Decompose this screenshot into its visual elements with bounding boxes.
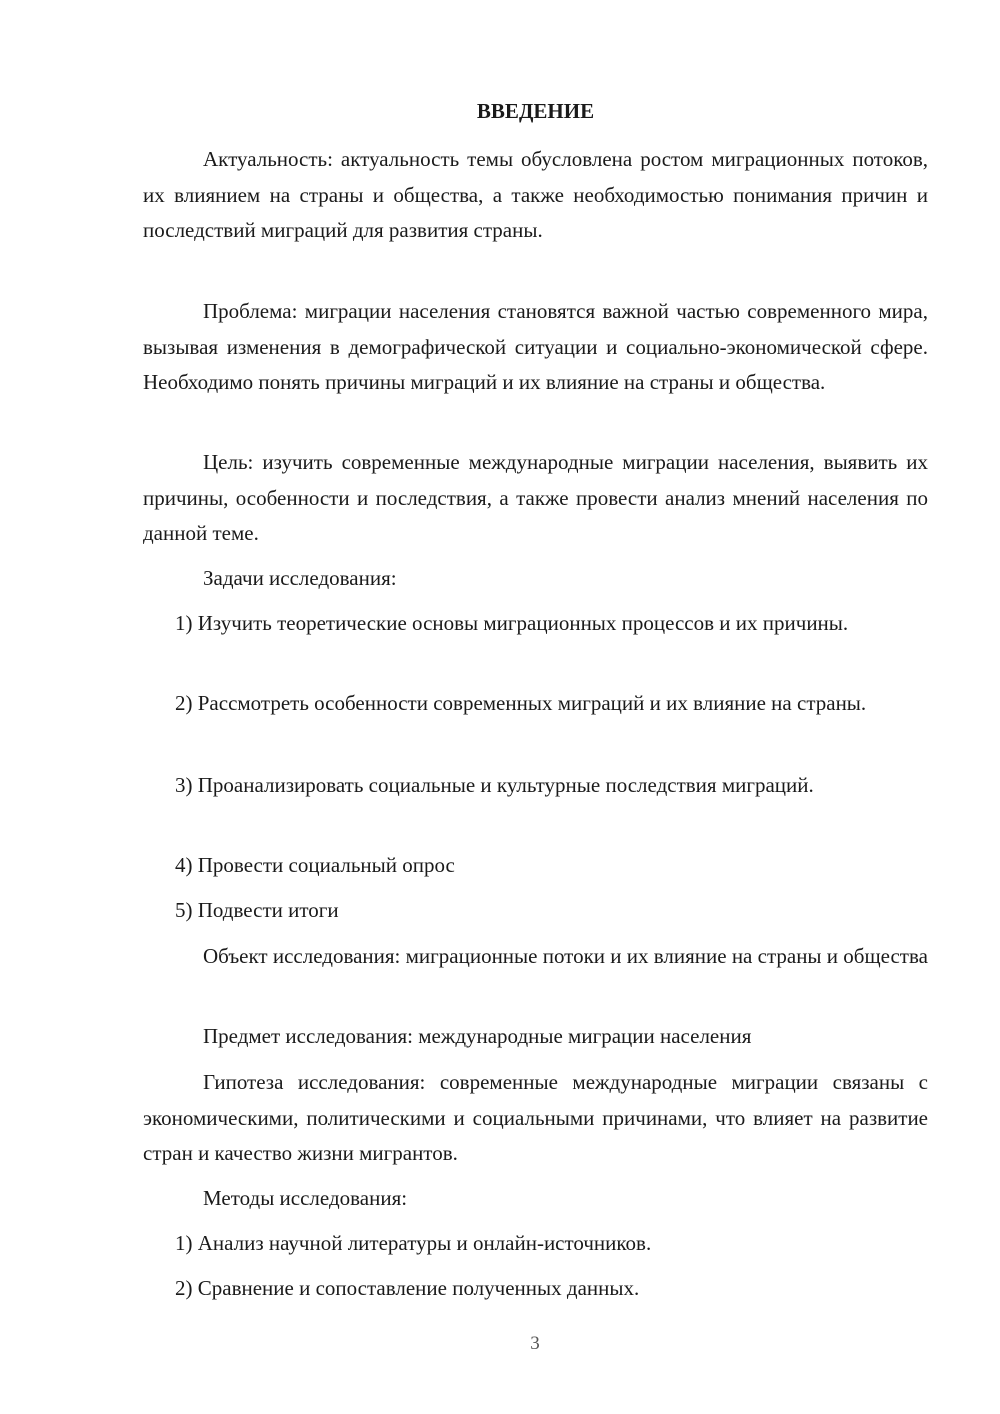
hypothesis-paragraph: Гипотеза исследования: современные международные миграции связаны с экономическими, политическими и социальными причинами, что влияет на развитие стран и качество жизни мигрантов. — [143, 1070, 928, 1165]
goal-paragraph: Цель: изучить современные международные миграции населения, выявить их причины, особенности и последствия, а также провести анализ мнений населения по данной теме. — [143, 450, 928, 545]
task-item: 5) Подвести итоги — [175, 898, 339, 922]
method-item: 1) Анализ научной литературы и онлайн-источников. — [175, 1231, 652, 1255]
problem-paragraph: Проблема: миграции населения становятся важной частью современного мира, вызывая изменения в демографической ситуации и социально-экономической сфере. Необходимо понять причины миграций и их влияние на страны и общества. — [143, 299, 928, 394]
section-heading: ВВЕДЕНИЕ — [476, 99, 595, 123]
object-paragraph: Объект исследования: миграционные потоки и их влияние на страны и общества — [203, 944, 928, 968]
task-item: 1) Изучить теоретические основы миграционных процессов и их причины. — [175, 611, 849, 635]
page-number: 3 — [530, 1333, 540, 1354]
tasks-heading: Задачи исследования: — [203, 566, 397, 590]
subject-paragraph: Предмет исследования: международные миграции населения — [203, 1024, 752, 1048]
task-item: 2) Рассмотреть особенности современных миграций и их влияние на страны. — [175, 691, 867, 715]
method-item: 2) Сравнение и сопоставление полученных данных. — [175, 1276, 640, 1300]
task-item: 4) Провести социальный опрос — [175, 853, 455, 877]
task-item: 3) Проанализировать социальные и культурные последствия миграций. — [175, 773, 814, 797]
relevance-paragraph: Актуальность: актуальность темы обусловлена ростом миграционных потоков, их влиянием на страны и общества, а также необходимостью понимания причин и последствий миграций для развития страны. — [143, 147, 928, 242]
methods-heading: Методы исследования: — [203, 1186, 408, 1210]
